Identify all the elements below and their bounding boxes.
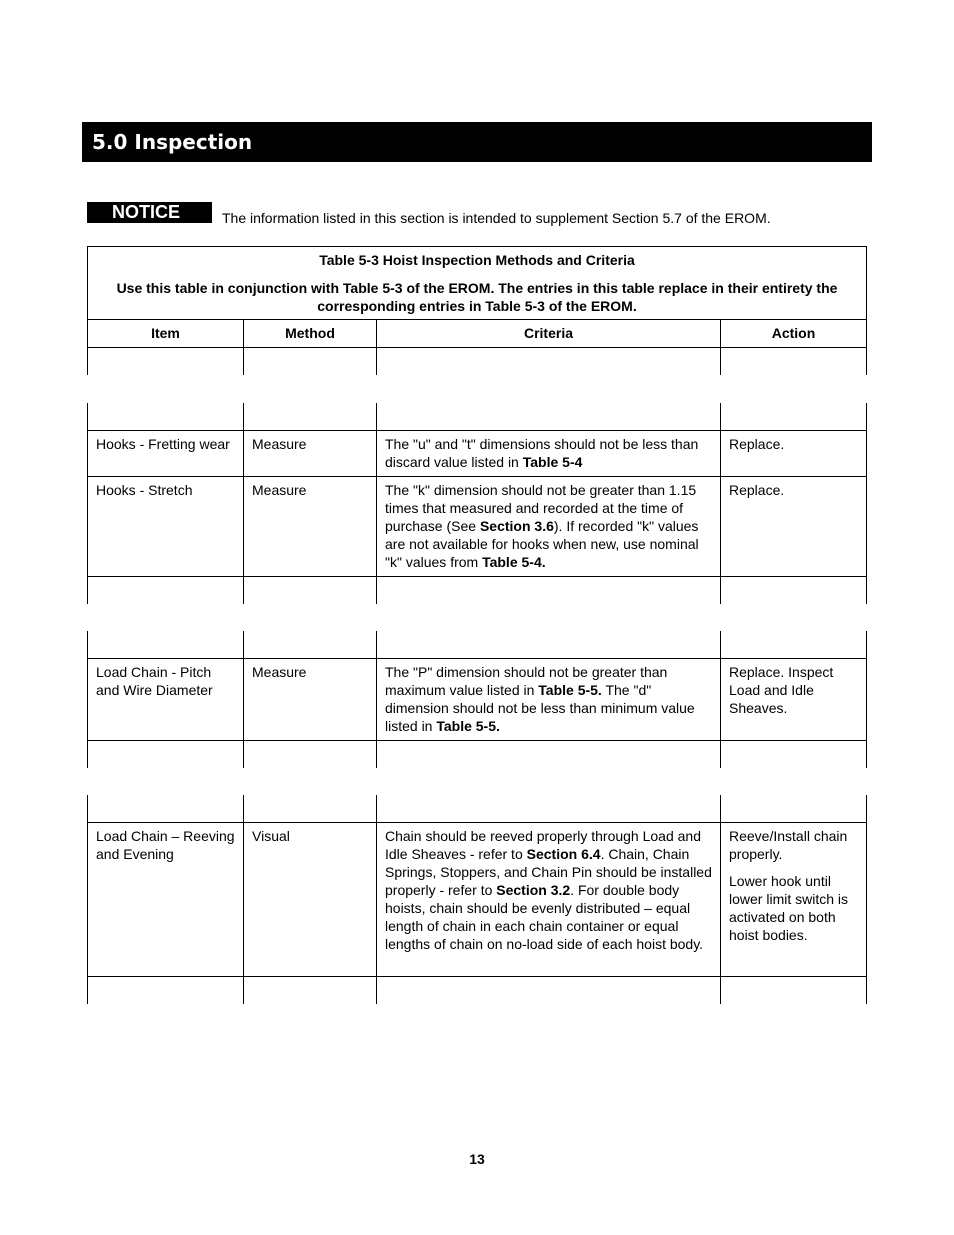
criteria-cell xyxy=(376,477,720,576)
blank-cell xyxy=(720,348,866,375)
table-row xyxy=(87,431,867,477)
blank-cell xyxy=(376,348,720,375)
blank-cell xyxy=(243,403,376,430)
criteria-text: The "d" dimension should not be less than minimum value listed in xyxy=(385,682,695,734)
criteria-text: . For double body hoists, chain should be evenly distributed – equal length of chain in each chain container or equal lengths of chain on no-load side of each hoist body. xyxy=(385,882,704,952)
blank-cell xyxy=(376,403,720,430)
item-cell: Load Chain - Pitch and Wire Diameter xyxy=(96,664,213,698)
blank-cell xyxy=(243,577,376,604)
method-cell: Visual xyxy=(243,823,376,976)
section-header-bar xyxy=(82,122,872,162)
table-column-headers xyxy=(88,319,866,349)
action-cell: Replace. xyxy=(720,431,866,476)
blank-cell xyxy=(376,577,720,604)
criteria-reference: Table 5-4 xyxy=(522,454,583,470)
table-row-blank xyxy=(87,977,867,1004)
criteria-reference: Section 3.2 xyxy=(496,882,571,898)
action-cell: Replace. xyxy=(720,477,866,576)
blank-cell xyxy=(88,741,243,768)
column-header-criteria: Criteria xyxy=(376,320,720,349)
criteria-reference: Section 6.4 xyxy=(526,846,601,862)
action-extra-text: Lower hook until lower limit switch is activated on both hoist bodies. xyxy=(729,873,849,943)
table-row-blank xyxy=(87,631,867,659)
table-row-blank xyxy=(87,741,867,768)
blank-cell xyxy=(243,977,376,1004)
blank-cell xyxy=(88,403,243,430)
criteria-cell xyxy=(376,823,720,976)
table-header-block xyxy=(87,246,867,348)
blank-cell xyxy=(376,795,720,822)
blank-cell xyxy=(243,348,376,375)
action-cell: Replace. Inspect Load and Idle Sheaves. xyxy=(720,659,866,740)
column-header-action: Action xyxy=(720,320,866,349)
action-text: Reeve/Install chain properly. xyxy=(729,828,848,862)
method-cell: Measure xyxy=(243,477,376,576)
method-cell: Measure xyxy=(243,431,376,476)
method-cell: Measure xyxy=(243,659,376,740)
blank-cell xyxy=(243,795,376,822)
section-title: 5.0 Inspection xyxy=(92,130,253,154)
blank-cell xyxy=(88,631,243,658)
blank-cell xyxy=(88,577,243,604)
criteria-text: . Chain, Chain Springs, Stoppers, and Chain Pin should be installed properly - refer to xyxy=(385,846,712,898)
blank-cell xyxy=(88,795,243,822)
notice-badge: NOTICE xyxy=(87,202,212,223)
table-row-blank xyxy=(87,403,867,431)
criteria-reference: Table 5-4. xyxy=(482,554,546,570)
criteria-reference: Table 5-5. xyxy=(538,682,602,698)
blank-cell xyxy=(720,403,866,430)
column-header-method: Method xyxy=(243,320,376,349)
table-row xyxy=(87,823,867,977)
criteria-text: Chain should be reeved properly through Load and Idle Sheaves - refer to xyxy=(385,828,702,862)
criteria-reference: Section 3.6 xyxy=(479,518,554,534)
blank-cell xyxy=(243,741,376,768)
blank-cell xyxy=(720,795,866,822)
criteria-cell xyxy=(376,659,720,740)
notice-text: The information listed in this section is intended to supplement Section 5.7 of the EROM. xyxy=(222,210,771,226)
table-row xyxy=(87,659,867,741)
table-row-blank xyxy=(87,577,867,604)
blank-cell xyxy=(720,977,866,1004)
table-subtitle: Use this table in conjunction with Table 5-3 of the EROM. The entries in this table replace in their entirety the corresponding entries in Table 5-3 of the EROM. xyxy=(116,280,838,314)
blank-cell xyxy=(720,741,866,768)
column-header-item: Item xyxy=(151,325,180,341)
blank-cell xyxy=(376,741,720,768)
item-cell: Load Chain – Reeving and Evening xyxy=(96,828,235,862)
criteria-text: The "u" and "t" dimensions should not be less than discard value listed in xyxy=(385,436,699,470)
blank-cell xyxy=(376,977,720,1004)
table-row xyxy=(87,477,867,577)
item-cell: Hooks - Fretting wear xyxy=(96,436,230,452)
criteria-text: The "P" dimension should not be greater than maximum value listed in xyxy=(385,664,668,698)
page-number: 13 xyxy=(469,1151,485,1167)
table-row-blank xyxy=(87,795,867,823)
blank-cell xyxy=(720,631,866,658)
criteria-text: The "k" dimension should not be greater than 1.15 times that measured and recorded at the time of purchase (See xyxy=(385,482,697,534)
criteria-cell xyxy=(376,431,720,476)
criteria-text: ). If recorded "k" values are not available for hooks when new, use nominal "k" values from xyxy=(385,518,699,570)
item-cell: Hooks - Stretch xyxy=(96,482,193,498)
action-cell xyxy=(720,823,866,976)
blank-cell xyxy=(720,577,866,604)
table-title: Table 5-3 Hoist Inspection Methods and Criteria xyxy=(319,252,635,268)
table-row-blank xyxy=(87,348,867,375)
blank-cell xyxy=(88,348,243,375)
blank-cell xyxy=(243,631,376,658)
blank-cell xyxy=(88,977,243,1004)
blank-cell xyxy=(376,631,720,658)
criteria-reference: Table 5-5. xyxy=(436,718,500,734)
